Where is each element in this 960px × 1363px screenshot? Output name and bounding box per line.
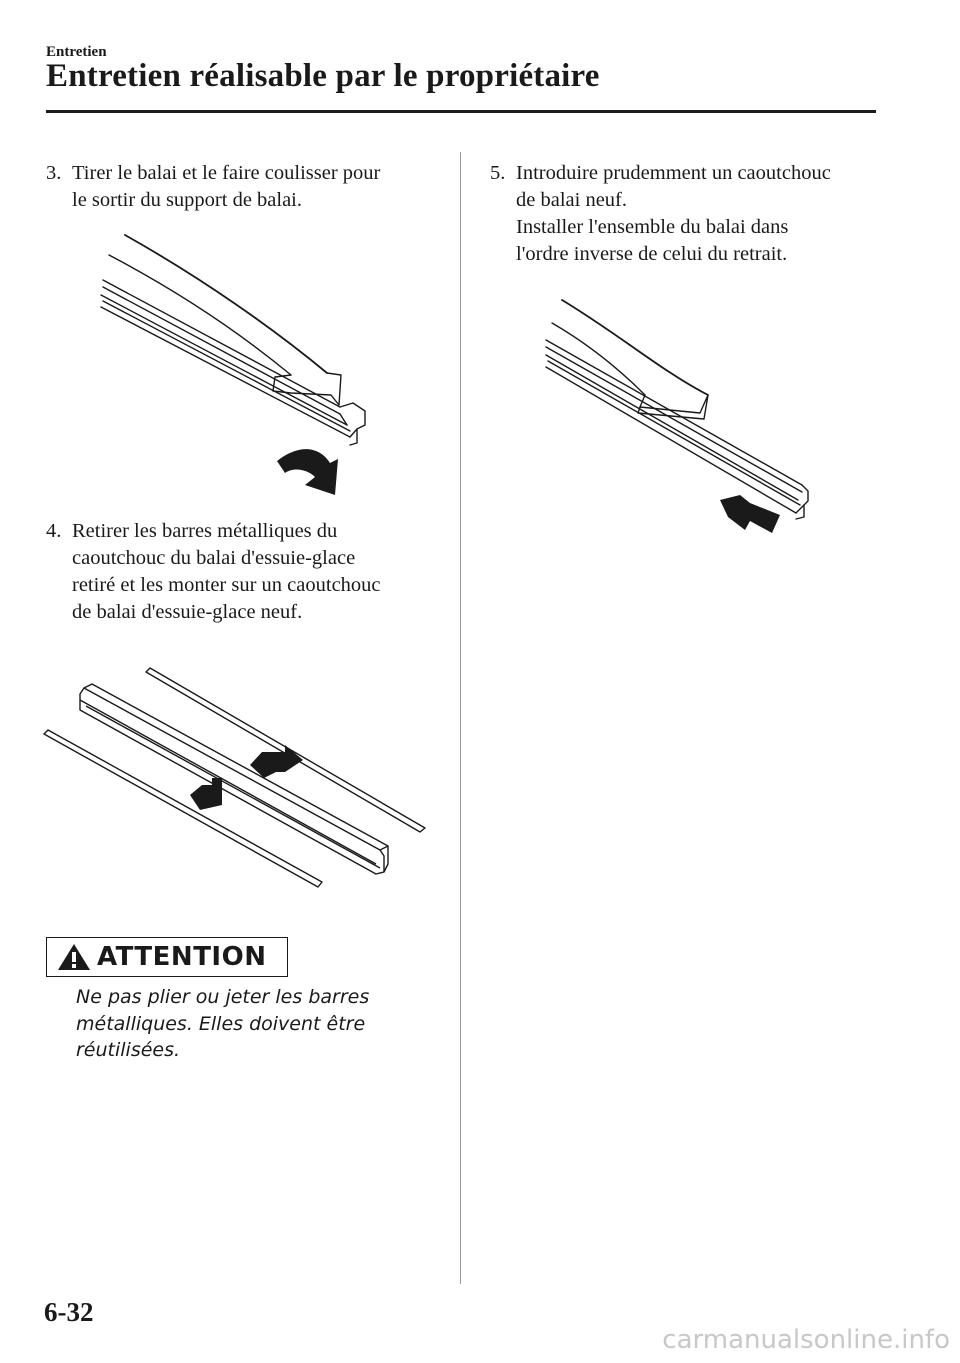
- step-4-line-1: Retirer les barres métalliques du: [72, 520, 338, 542]
- step-4-line-4: de balai d'essuie-glace neuf.: [72, 601, 303, 623]
- step-4-line-3: retiré et les monter sur un caoutchouc: [72, 574, 381, 596]
- title-rule: [46, 110, 876, 113]
- step-4: [46, 518, 381, 626]
- step-3-line-2: le sortir du support de balai.: [72, 189, 303, 211]
- step-5-line-1: Introduire prudemment un caoutchouc: [516, 162, 831, 184]
- page-number: 6-32: [44, 1297, 94, 1327]
- step-5-line-3: Installer l'ensemble du balai dans: [516, 216, 789, 238]
- arrow-right-icon: [190, 778, 222, 810]
- step-4-line-2: caoutchouc du balai d'essuie-glace: [72, 547, 356, 569]
- arrow-left-icon: [250, 745, 303, 778]
- figure-metal-bars: [40, 660, 435, 895]
- attention-text: [76, 984, 369, 1064]
- attention-label: ATTENTION: [97, 942, 267, 972]
- step-4-number: 4.: [46, 520, 62, 542]
- attention-box: [46, 937, 288, 977]
- section-label: Entretien: [46, 44, 107, 60]
- step-3-line-1: Tirer le balai et le faire coulisser pour: [72, 162, 381, 184]
- attention-line-1: Ne pas plier ou jeter les barres: [76, 986, 370, 1008]
- step-5-number: 5.: [490, 162, 506, 184]
- attention-line-3: réutilisées.: [76, 1039, 181, 1061]
- insert-arrow-icon: [720, 495, 780, 533]
- figure-blade-removal: [95, 225, 380, 505]
- step-3-number: 3.: [46, 162, 62, 184]
- watermark: carmanualsonline.info: [662, 1325, 950, 1355]
- page-title: Entretien réalisable par le propriétaire: [46, 58, 600, 94]
- column-divider: [460, 152, 461, 1284]
- warning-icon: [57, 943, 91, 971]
- step-3: [46, 160, 380, 214]
- figure-blade-insertion: [540, 295, 815, 540]
- attention-line-2: métalliques. Elles doivent être: [76, 1012, 366, 1035]
- step-5: [490, 160, 831, 268]
- step-5-line-4: l'ordre inverse de celui du retrait.: [516, 243, 788, 265]
- curved-arrow-icon: [277, 449, 338, 495]
- step-5-line-2: de balai neuf.: [516, 189, 627, 211]
